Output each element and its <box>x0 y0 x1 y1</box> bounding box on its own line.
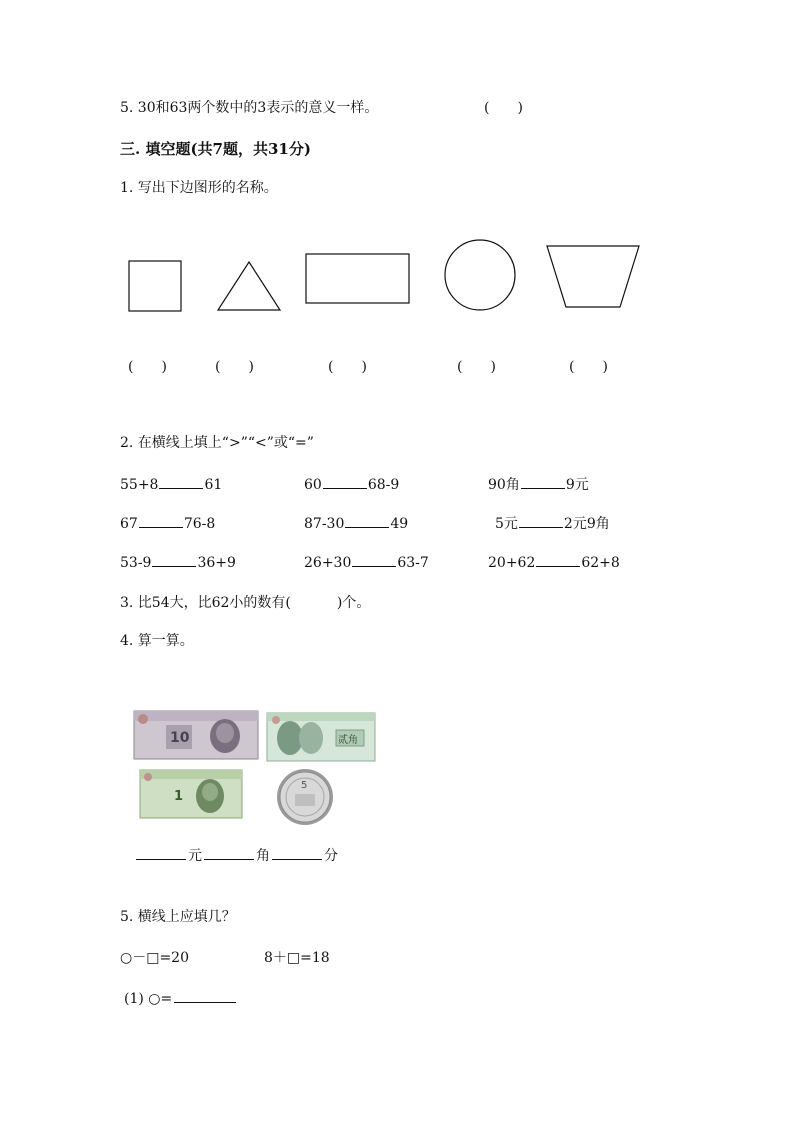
rectangle-shape <box>306 254 409 303</box>
shapes-figure <box>0 230 794 320</box>
jiao-blank[interactable] <box>204 845 254 860</box>
svg-text:贰角: 贰角 <box>338 735 358 746</box>
compare-blank[interactable] <box>521 474 565 489</box>
fill-question-1: 1. 写出下边图形的名称。 <box>120 180 278 196</box>
fen-blank[interactable] <box>272 845 322 860</box>
ten-yuan-note-icon <box>134 711 258 759</box>
svg-text:10: 10 <box>170 730 190 746</box>
compare-item: 87-30 49 <box>304 513 408 532</box>
compare-blank[interactable] <box>323 474 367 489</box>
svg-text:1: 1 <box>174 789 184 804</box>
shape-answer-5[interactable]: ( ) <box>569 359 608 375</box>
circle-value-blank[interactable] <box>174 988 236 1003</box>
compare-item: 90角 9元 <box>488 474 589 494</box>
one-yuan-note-icon <box>140 770 242 818</box>
five-fen-coin-icon <box>277 769 333 825</box>
shape-answer-1[interactable]: ( ) <box>128 359 167 375</box>
fill-question-4: 4. 算一算。 <box>120 633 194 649</box>
fill-question-5: 5. 横线上应填几？ <box>120 909 236 925</box>
equation-2: 8＋□=18 <box>264 950 330 966</box>
sub-question-1: (1) ○= <box>124 988 238 1007</box>
judge-question-5 <box>120 97 378 117</box>
triangle-shape <box>218 262 280 310</box>
compare-item: 5元 2元9角 <box>495 513 610 533</box>
money-figure <box>130 708 380 830</box>
money-answer-line: 元 角 分 <box>134 845 338 865</box>
compare-item: 55+8 61 <box>120 474 222 493</box>
compare-item: 20+62 62+8 <box>488 552 620 571</box>
compare-blank[interactable] <box>152 552 196 567</box>
compare-item: 60 68-9 <box>304 474 399 493</box>
shape-answer-4[interactable]: ( ) <box>457 359 496 375</box>
compare-blank[interactable] <box>345 513 389 528</box>
fill-question-3: 3. 比54大，比62小的数有( )个。 <box>120 595 371 611</box>
compare-item: 67 76-8 <box>120 513 215 532</box>
compare-blank[interactable] <box>139 513 183 528</box>
trapezoid-shape <box>547 246 639 307</box>
fill-question-2: 2. 在横线上填上“>”“<”或“=” <box>120 435 314 451</box>
compare-item: 53-9 36+9 <box>120 552 236 571</box>
svg-text:5: 5 <box>301 780 308 791</box>
equation-1: ○－□=20 <box>120 950 189 966</box>
shape-answer-2[interactable]: ( ) <box>215 359 254 375</box>
shape-answer-3[interactable]: ( ) <box>328 359 367 375</box>
compare-item: 26+30 63-7 <box>304 552 429 571</box>
two-jiao-note-icon <box>267 713 375 761</box>
compare-blank[interactable] <box>536 552 580 567</box>
square-shape <box>129 261 181 311</box>
section-title: 三. 填空题(共7题，共31分) <box>120 140 311 158</box>
compare-blank[interactable] <box>352 552 396 567</box>
judge-question-5-text: 5. 30和63两个数中的3表示的意义一样。 <box>120 100 379 116</box>
circle-shape <box>445 240 515 310</box>
compare-blank[interactable] <box>519 513 563 528</box>
compare-blank[interactable] <box>159 474 203 489</box>
judge-answer-paren[interactable]: ( ) <box>484 100 523 116</box>
yuan-blank[interactable] <box>136 845 186 860</box>
